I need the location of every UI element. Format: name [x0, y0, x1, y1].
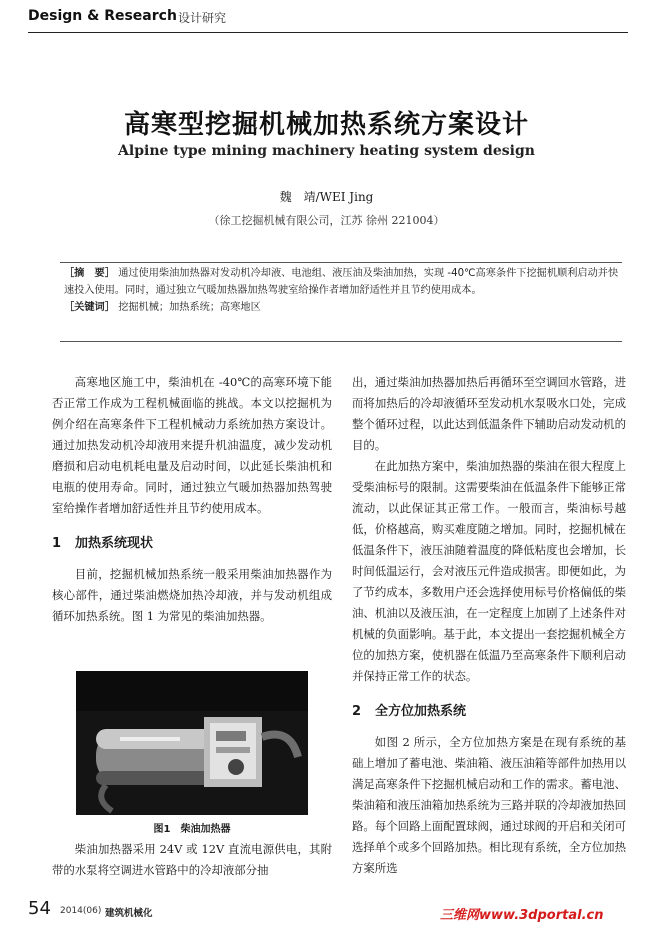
figure-diesel-heater-photo [76, 671, 308, 815]
right-column [352, 372, 626, 879]
section-1-number: 1 [52, 536, 62, 551]
journal-section-title: Design & Research [28, 8, 177, 24]
affiliation: （徐工挖掘机械有限公司，江苏 徐州 221004） [208, 214, 445, 227]
section-2-title: 全方位加热系统 [375, 704, 467, 719]
issue-number: 2014(06) [60, 906, 102, 916]
heater-description-paragraph: 柴油加热器采用 24V 或 12V 直流电源供电，其附带的水泵将空调进水管路中的冷却液部分抽 [52, 842, 332, 877]
left-column [52, 372, 332, 627]
section-1-heading [52, 533, 332, 554]
heating-scheme-paragraph: 在此加热方案中，柴油加热器的柴油在很大程度上受柴油标号的限制。这需要柴油在低温条件下能够正常流动，以此保证其正常工作。一般而言，柴油标号越低，价格越高，购买难度随之增加。同时，挖掘机械在低温条件下，液压油随着温度的降低粘度也会增加，长时间低温运行，会对液压元件造成损害。即便如此，为了节约成本，多数用户还会选择使用标号价格偏低的柴油、机油以及液压油，在一定程度上加剧了上述条件对机械的负面影响。基于此，本文提出一套挖掘机械全方位的加热方案，使机器在低温乃至高寒条件下顺利启动并保持正常工作的状态。 [352, 459, 626, 683]
page-number: 54 [28, 898, 51, 919]
keywords-line [64, 299, 620, 316]
article-title-en: Alpine type mining machinery heating system design [118, 143, 535, 159]
section-2-number: 2 [352, 704, 362, 719]
abstract-block [64, 265, 620, 316]
site-watermark: 三维网www.3dportal.cn [440, 908, 604, 923]
left-column-continued [52, 839, 332, 881]
article-title-cn: 高寒型挖掘机械加热系统方案设计 [123, 110, 529, 140]
abstract-label: ［摘 要］ [64, 268, 115, 279]
figure-caption: 图1 柴油加热器 [153, 824, 231, 835]
abstract-top-rule [60, 262, 622, 263]
heater-photo-illustration [76, 671, 308, 815]
abstract-paragraph [64, 265, 620, 299]
author: 魏 靖/WEI Jing [279, 190, 374, 204]
section-2-heading [352, 701, 626, 722]
abstract-bottom-rule [60, 341, 622, 342]
magazine-name: 建筑机械化 [105, 908, 153, 919]
header-rule [28, 32, 628, 33]
keywords-text: 挖掘机械；加热系统；高寒地区 [118, 302, 261, 313]
intro-paragraph: 高寒地区施工中，柴油机在 -40℃的高寒环境下能否正常工作成为工程机械面临的挑战。本文以挖掘机为例介绍在高寒条件下工程机械动力系统加热方案设计。通过加热发动机冷却液用来提升机油温度，减少发动机磨损和启动电机耗电量及启动时间，以此延长柴油机和电瓶的使用寿命。同时，通过独立气暖加热器加热驾驶室给操作者增加舒适性并且节约使用成本。 [52, 375, 332, 515]
journal-section-subtitle: 设计研究 [178, 11, 227, 25]
section-1-title: 加热系统现状 [75, 536, 154, 551]
abstract-text: 通过使用柴油加热器对发动机冷却液、电池组、液压油及柴油加热，实现 -40℃高寒条件下挖掘机顺利启动并快速投入使用。同时，通过独立气暖加热器加热驾驶室给操作者增加舒适性并且节约使用成本。 [64, 268, 619, 296]
continued-paragraph: 出，通过柴油加热器加热后再循环至空调回水管路，进而将加热后的冷却液循环至发动机水泵吸水口处，完成整个循环过程，以此达到低温条件下辅助启动发动机的目的。 [352, 375, 626, 452]
section-2-paragraph: 如图 2 所示，全方位加热方案是在现有系统的基础上增加了蓄电池、柴油箱、液压油箱等部件加热用以满足高寒条件下挖掘机械启动和工作的需求。蓄电池、柴油箱和液压油箱加热系统为三路并联的冷却液加热回路。每个回路上面配置球阀，通过球阀的开启和关闭可选择单个或多个回路加热。相比现有系统，全方位加热方案所选 [352, 735, 626, 875]
keywords-label: ［关键词］ [64, 302, 115, 313]
section-1-paragraph: 目前，挖掘机械加热系统一般采用柴油加热器作为核心部件，通过柴油燃烧加热冷却液，并与发动机组成循环加热系统。图 1 为常见的柴油加热器。 [52, 567, 332, 623]
